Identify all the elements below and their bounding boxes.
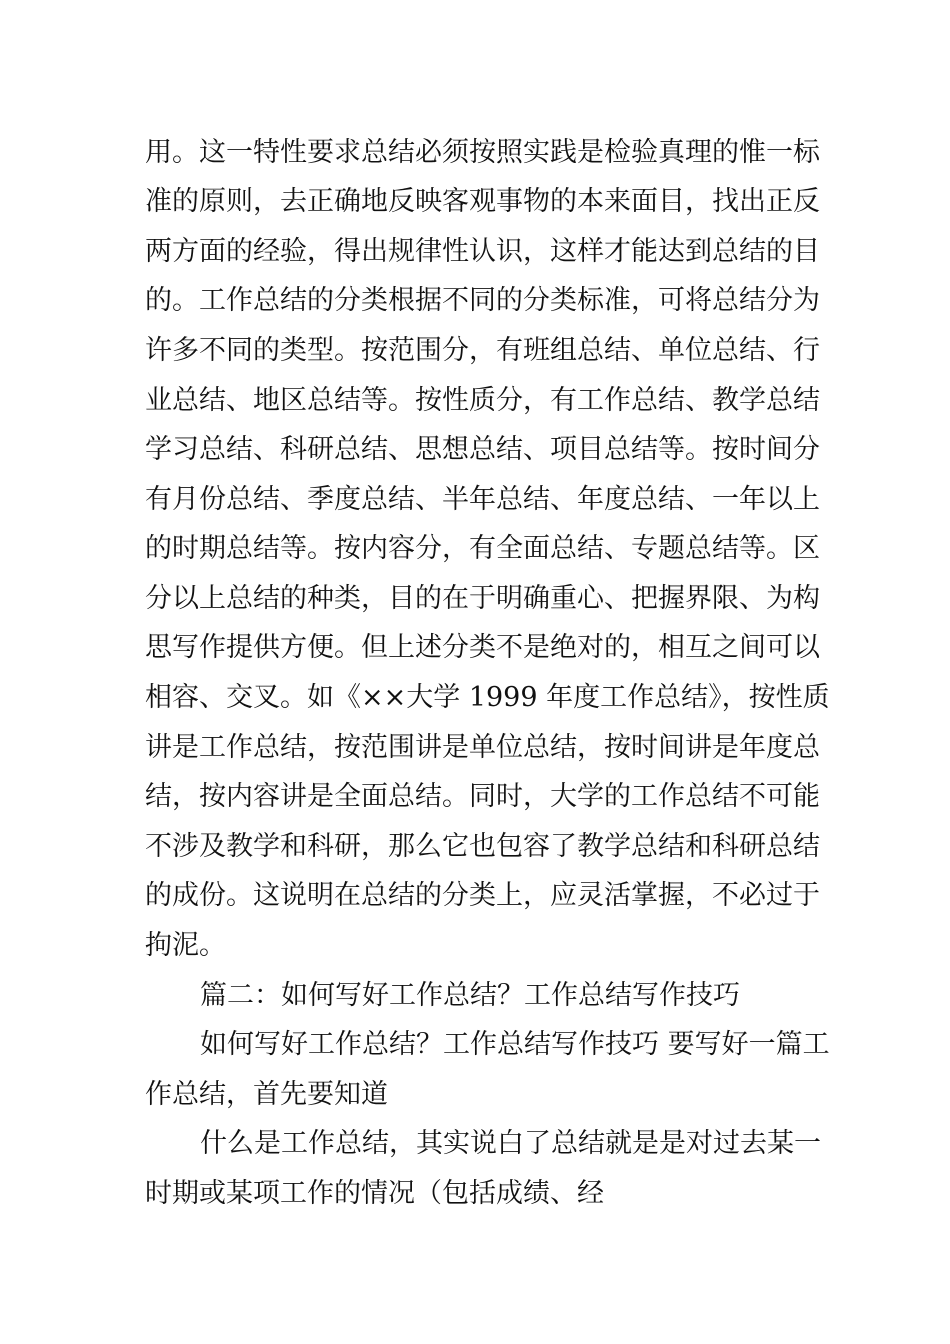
body-text-line: 的。工作总结的分类根据不同的分类标准，可将总结分为 xyxy=(145,285,820,316)
body-text-line: 的时期总结等。按内容分，有全面总结、专题总结等。区 xyxy=(145,533,820,564)
body-text-line: 的成份。这说明在总结的分类上，应灵活掌握，不必过于 xyxy=(145,880,820,911)
section-heading: 篇二：如何写好工作总结？工作总结写作技巧 xyxy=(200,980,740,1011)
body-text-line: 用。这一特性要求总结必须按照实践是检验真理的惟一标 xyxy=(145,137,820,168)
body-text-line: 拘泥。 xyxy=(145,930,226,961)
body-text-line: 有月份总结、季度总结、半年总结、年度总结、一年以上 xyxy=(145,484,820,515)
body-text-line: 相容、交叉。如《××大学 1999 年度工作总结》，按性质 xyxy=(145,682,830,713)
body-text-line: 两方面的经验，得出规律性认识，这样才能达到总结的目 xyxy=(145,236,820,267)
body-text-line: 学习总结、科研总结、思想总结、项目总结等。按时间分 xyxy=(145,434,820,465)
body-text-line: 讲是工作总结，按范围讲是单位总结，按时间讲是年度总 xyxy=(145,732,820,763)
body-text-line: 结，按内容讲是全面总结。同时，大学的工作总结不可能 xyxy=(145,781,820,812)
body-text-line: 时期或某项工作的情况（包括成绩、经 xyxy=(145,1178,604,1209)
body-text-line: 不涉及教学和科研，那么它也包容了教学总结和科研总结 xyxy=(145,831,820,862)
body-text-line: 如何写好工作总结？工作总结写作技巧 要写好一篇工 xyxy=(200,1029,830,1060)
body-text-line: 什么是工作总结，其实说白了总结就是是对过去某一 xyxy=(200,1128,821,1159)
body-text-line: 分以上总结的种类，目的在于明确重心、把握界限、为构 xyxy=(145,583,820,614)
body-text-line: 许多不同的类型。按范围分，有班组总结、单位总结、行 xyxy=(145,335,820,366)
body-text-line: 作总结，首先要知道 xyxy=(145,1079,388,1110)
body-text-line: 思写作提供方便。但上述分类不是绝对的，相互之间可以 xyxy=(145,632,820,663)
body-text-line: 准的原则，去正确地反映客观事物的本来面目，找出正反 xyxy=(145,186,820,217)
body-text-line: 业总结、地区总结等。按性质分，有工作总结、教学总结 xyxy=(145,385,820,416)
